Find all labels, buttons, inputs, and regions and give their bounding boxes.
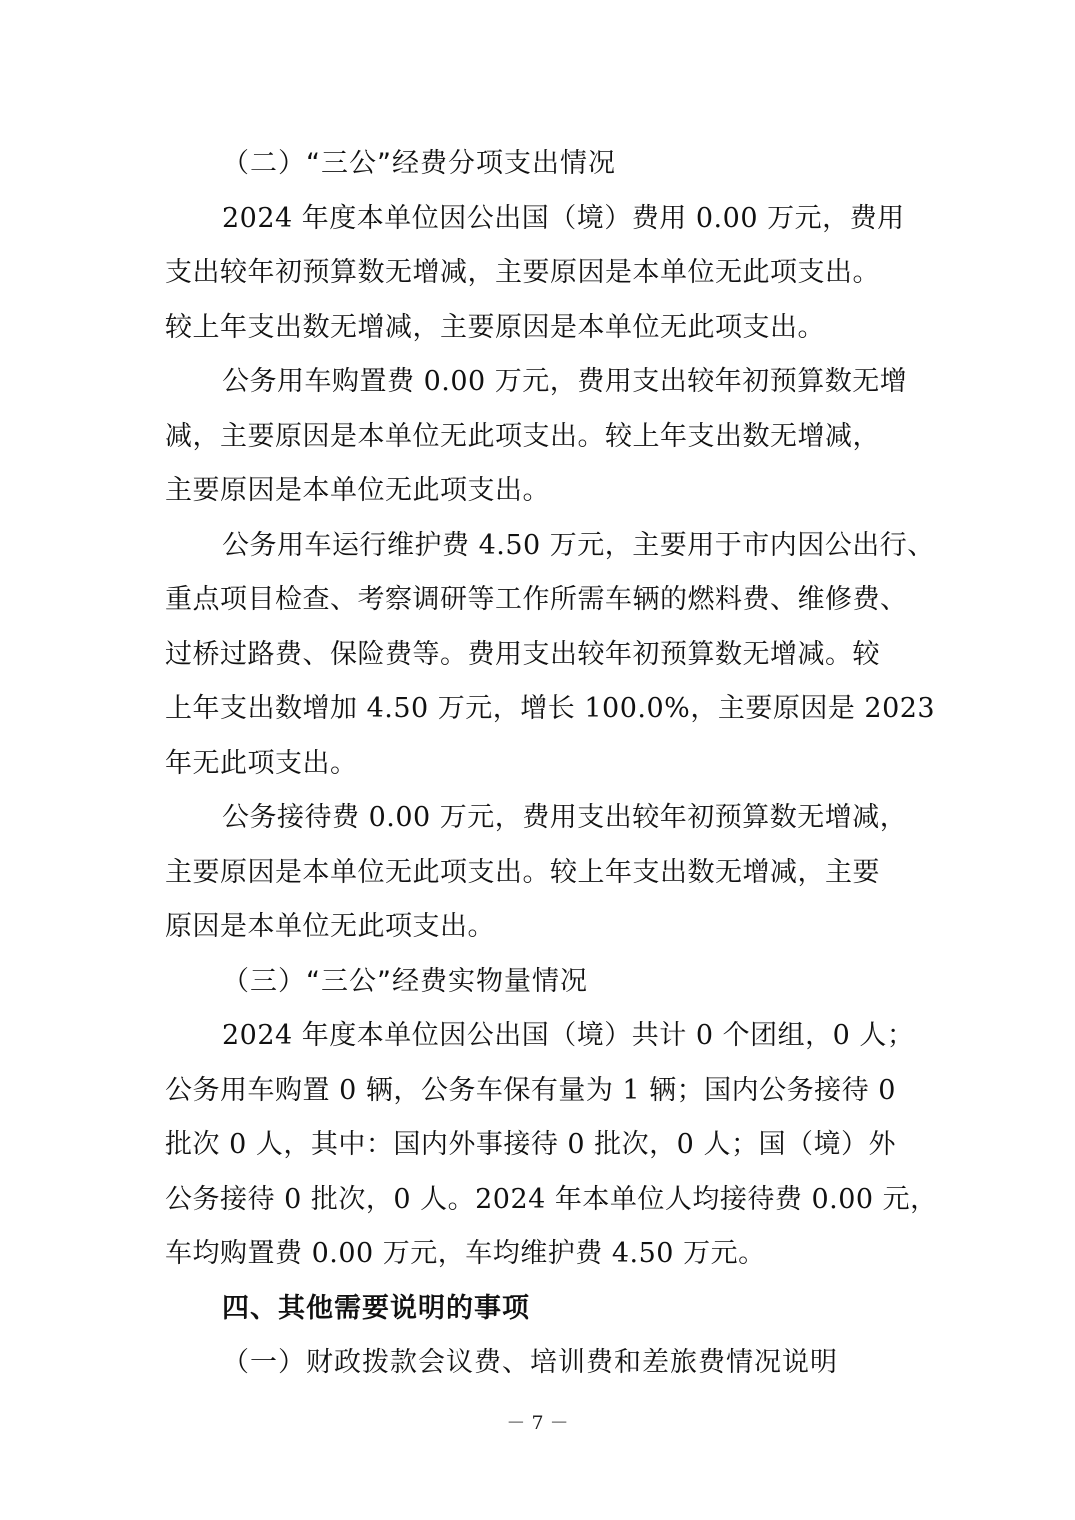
paragraph-line: 公务用车运行维护费 4.50 万元，主要用于市内因公出行、: [222, 529, 935, 561]
subsection-heading-4-1: （一）财政拨款会议费、培训费和差旅费情况说明: [222, 1347, 838, 1378]
document-body: [165, 137, 938, 1391]
paragraph: [165, 355, 911, 519]
paragraph: [165, 192, 911, 356]
paragraph-line: 原因是本单位无此项支出。: [165, 911, 495, 942]
paragraph-line: 较上年支出数无增减，主要原因是本单位无此项支出。: [165, 311, 825, 343]
paragraph: [165, 1009, 938, 1282]
paragraph-line: 主要原因是本单位无此项支出。: [165, 475, 550, 506]
paragraph-line: 公务用车购置 0 辆，公务车保有量为 1 辆；国内公务接待 0: [165, 1074, 896, 1106]
paragraph-line: 批次 0 人，其中：国内外事接待 0 批次，0 人；国（境）外: [165, 1129, 896, 1160]
page-number: － 7 －: [506, 1412, 569, 1434]
subsection-heading-2: （二）“三公”经费分项支出情况: [222, 148, 616, 179]
paragraph-line: 年无此项支出。: [165, 747, 358, 779]
paragraph: [165, 519, 936, 792]
paragraph-line: 主要原因是本单位无此项支出。较上年支出数无增减，主要: [165, 856, 880, 888]
paragraph-line: 过桥过路费、保险费等。费用支出较年初预算数无增减。较: [165, 638, 880, 670]
paragraph-line: 支出较年初预算数无增减，主要原因是本单位无此项支出。: [165, 257, 880, 288]
paragraph-line: 重点项目检查、考察调研等工作所需车辆的燃料费、维修费、: [165, 584, 908, 615]
paragraph-line: 公务用车购置费 0.00 万元，费用支出较年初预算数无增: [222, 366, 908, 397]
section-heading-4: 四、其他需要说明的事项: [222, 1292, 530, 1324]
paragraph: [165, 791, 911, 955]
paragraph-line: 车均购置费 0.00 万元，车均维护费 4.50 万元。: [165, 1238, 766, 1269]
paragraph-line: 公务接待费 0.00 万元，费用支出较年初预算数无增减，: [222, 802, 908, 833]
paragraph-line: 2024 年度本单位因公出国（境）共计 0 个团组，0 人；: [222, 1020, 915, 1051]
paragraph-line: 2024 年度本单位因公出国（境）费用 0.00 万元，费用: [222, 202, 905, 234]
paragraph-line: 上年支出数增加 4.50 万元，增长 100.0%，主要原因是 2023: [165, 693, 936, 724]
paragraph-line: 减，主要原因是本单位无此项支出。较上年支出数无增减，: [165, 420, 880, 452]
subsection-heading-3: （三）“三公”经费实物量情况: [222, 965, 588, 997]
paragraph-line: 公务接待 0 批次，0 人。2024 年本单位人均接待费 0.00 元，: [165, 1183, 938, 1215]
